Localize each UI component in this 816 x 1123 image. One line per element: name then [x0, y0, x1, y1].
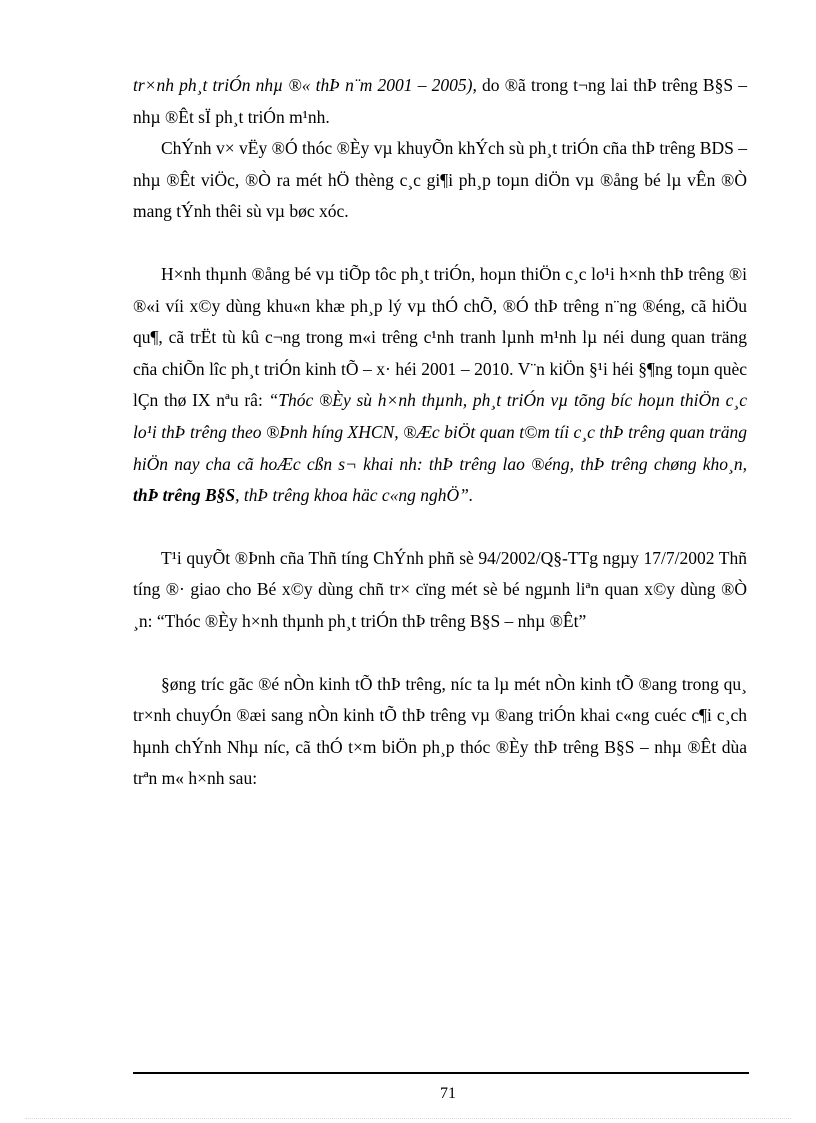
quote-text-end: , thÞ trêng khoa häc c«ng nghÖ”.	[235, 485, 474, 506]
quote-text: “Thóc ®Èy sù h×nh thµnh, ph¸t triÓn vµ tõng bíc hoµn thiÖn c¸c lo¹i thÞ trêng theo ®Þnh híng XHCN, ®Æc biÖt quan t©m tíi c¸c thÞ trêng quan träng hiÖn nay cha cã hoÆc cßn s¬ khai nh: thÞ trêng lao ®éng, thÞ trêng chøng kho¸n,	[133, 390, 747, 474]
page-number: 71	[440, 1085, 456, 1102]
body-text	[133, 70, 747, 795]
paragraph-gap	[133, 228, 747, 259]
paragraph-policy: ChÝnh v× vËy ®Ó thóc ®Èy vµ khuyÕn khÝch sù ph¸t triÓn cña thÞ trêng BDS – nhµ ®Êt viÖc, ®Ò ra mét hÖ thèng c¸c gi¶i ph¸p toµn diÖn vµ ®ång bé lµ vÊn ®Ò mang tÝnh thêi sù vµ bøc xóc.	[133, 138, 747, 222]
paragraph-decision: T¹i quyÕt ®Þnh cña Thñ tíng ChÝnh phñ sè 94/2002/Q§-TTg ngµy 17/7/2002 Thñ tíng ®· giao cho Bé x©y dùng chñ tr× cïng mét sè bé ngµnh liªn quan x©y dùng ®Ò ¸n: “Thóc ®Èy h×nh thµnh ph¸t triÓn thÞ trêng B§S – nhµ ®Êt”	[133, 547, 747, 631]
italic-lead-text: tr×nh ph¸t triÓn nhµ ®« thÞ n¨m 2001 – 2005),	[133, 75, 477, 95]
paragraph-text: do ®ã trong t¬ng lai thÞ trêng B§S – nhµ ®Êt sÏ ph¸t triÓn m¹nh.	[133, 75, 747, 127]
footer-divider	[133, 1072, 749, 1074]
quote-emphasis: thÞ trêng B§S	[133, 485, 236, 506]
paragraph-economy: §øng tríc gãc ®é nÒn kinh tÕ thÞ trêng, níc ta lµ mét nÒn kinh tÕ ®ang trong qu¸ tr×nh chuyÓn ®æi sang nÒn kinh tÕ thÞ trêng vµ ®ang triÓn khai c«ng cuéc c¶i c¸ch hµnh chÝnh Nhµ níc, cã thÓ t×m biÖn ph¸p thóc ®Èy thÞ trêng B§S – nhµ ®Êt dùa trªn m« h×nh sau:	[133, 673, 747, 789]
paragraph-continuation	[133, 70, 747, 133]
paragraph-market-development	[133, 259, 747, 512]
page-bottom-edge	[25, 1118, 791, 1119]
paragraph-gap	[133, 512, 747, 543]
paragraph-gap	[133, 638, 747, 669]
paragraph-text: H×nh thµnh ®ång bé vµ tiÕp tôc ph¸t triÓn, hoµn thiÖn c¸c lo¹i h×nh thÞ trêng ®i ®«i víi x©y dùng khu«n khæ ph¸p lý vµ thÓ chÕ, ®Ó thÞ trêng n¨ng ®éng, cã hiÖu qu¶, cã trËt tù kû c¬ng trong m«i trêng c¹nh tranh lµnh m¹nh lµ néi dung quan träng cña chiÕn lîc ph¸t triÓn kinh tÕ – x· héi 2001 – 2010. V¨n kiÖn §¹i héi §¶ng toµn quèc lÇn thø IX nªu râ:	[133, 263, 747, 411]
